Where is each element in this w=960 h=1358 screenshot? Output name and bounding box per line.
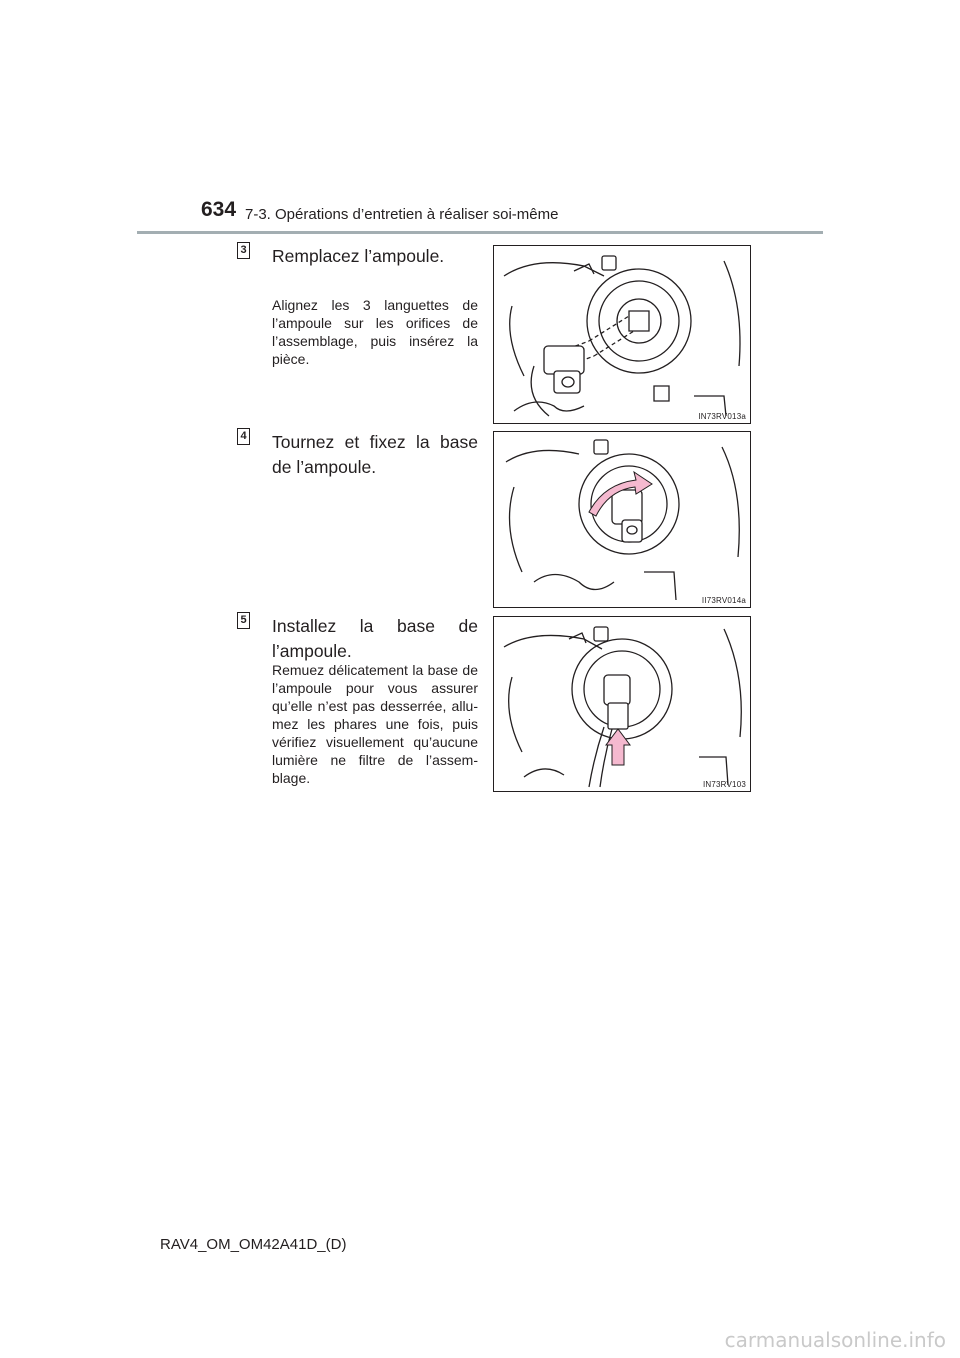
step-body-3: Alignez les 3 languettes de l’ampoule sur les orifices de l’assemblage, puis insérez la pièce.: [272, 297, 478, 367]
step-badge-5: 5: [237, 612, 250, 629]
step-heading-5: Installez la base de l’ampoule.: [272, 616, 478, 661]
step-body-5: Remuez délicatement la base de l’ampoule pour vous assurer qu’elle n’est pas desserrée, allu-mez les phares une fois, puis vérifiez visuellement qu’aucune lumière ne filtre de l’assem-blage.: [272, 662, 478, 786]
watermark: carmanualsonline.info: [724, 1328, 946, 1352]
figure-install-base: [493, 616, 751, 792]
footer-doc-code: RAV4_OM_OM42A41D_(D): [160, 1236, 347, 1253]
step-badge-4: 4: [237, 428, 250, 445]
figure-code: IN73RV013a: [698, 412, 746, 421]
turn-base-illustration: [494, 432, 750, 607]
figure-code: IN73RV103: [702, 780, 746, 789]
step-heading-3: Remplacez l’ampoule.: [272, 246, 445, 266]
page-number: 634: [201, 198, 237, 221]
install-base-illustration: [494, 617, 750, 791]
header-rule: [137, 231, 823, 234]
headlamp-bulb-illustration: [494, 246, 750, 423]
figure-code: II73RV014a: [701, 596, 746, 605]
step-badge-3: 3: [237, 242, 250, 259]
figure-turn-base: [493, 431, 751, 608]
step-heading-4: Tournez et fixez la base de l’ampoule.: [272, 432, 478, 477]
figure-replace-bulb: [493, 245, 751, 424]
section-title: 7-3. Opérations d’entretien à réaliser soi-même: [245, 206, 559, 223]
push-up-arrow-icon: [606, 729, 630, 765]
